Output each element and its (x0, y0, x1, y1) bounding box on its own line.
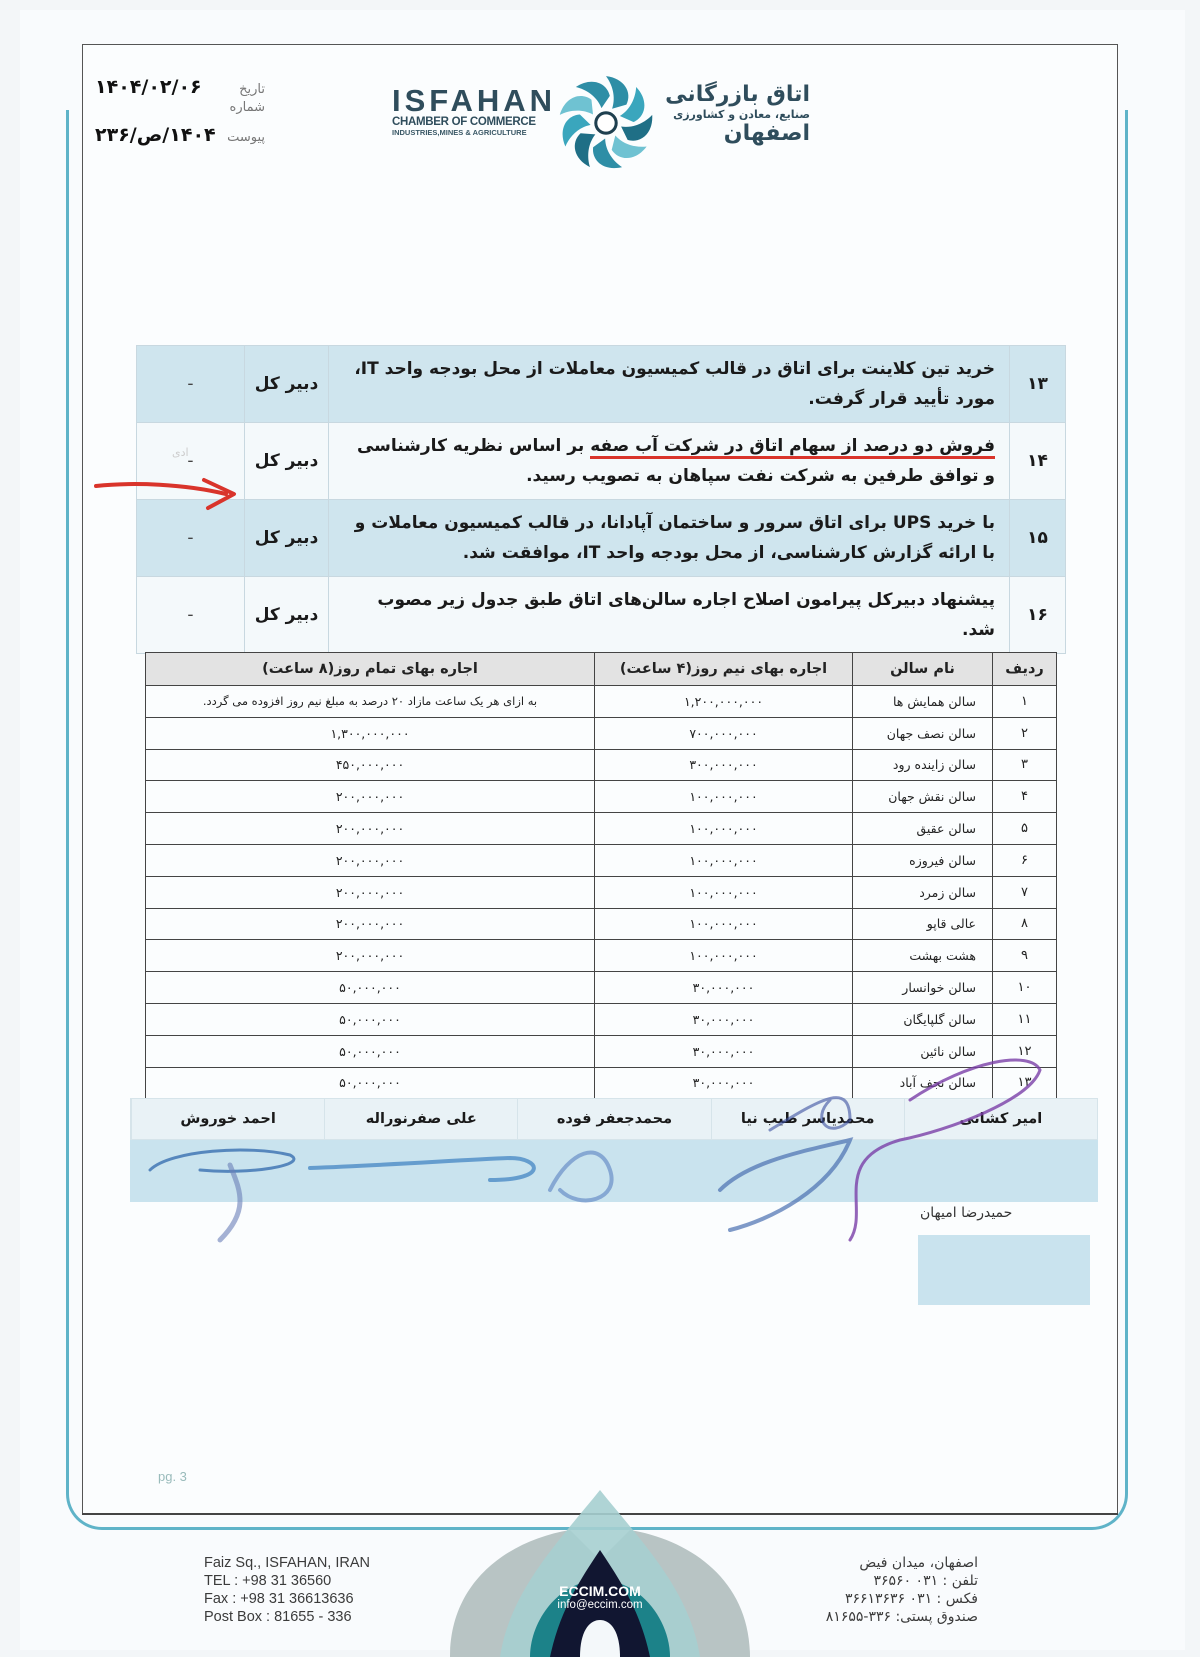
resolution-row (137, 577, 1066, 654)
resolution-deadline: - (137, 423, 245, 500)
resolution-responsible: دبیر کل (245, 423, 329, 500)
table-row (146, 908, 1057, 940)
row-number: ۱ (993, 686, 1057, 718)
table-row (146, 717, 1057, 749)
full-day-rent: ۵۰,۰۰۰,۰۰۰ (146, 1067, 595, 1099)
full-day-rent: ۵۰,۰۰۰,۰۰۰ (146, 1035, 595, 1067)
resolution-text (329, 423, 1010, 500)
hall-name: سالن فیروزه (853, 844, 993, 876)
hall-name: سالن خوانسار (853, 972, 993, 1004)
faint-stamp-mark: ادی (172, 446, 189, 459)
hall-name: عالی قاپو (853, 908, 993, 940)
logo-fa-line3: اصفهان (723, 121, 810, 146)
row-number: ۱۳ (993, 1067, 1057, 1099)
table-row (146, 1003, 1057, 1035)
hall-name: سالن نصف جهان (853, 717, 993, 749)
resolution-text: خرید تین کلاینت برای اتاق در قالب کمیسیون معاملات از محل بودجه واحد IT، مورد تأیید قرار گرفت. (329, 346, 1010, 423)
row-number: ۶ (993, 844, 1057, 876)
half-day-rent: ۳۰,۰۰۰,۰۰۰ (595, 1035, 853, 1067)
highlighted-text: فروش دو درصد از سهام اتاق در شرکت آب صفه (590, 436, 995, 459)
full-day-rent: ۲۰۰,۰۰۰,۰۰۰ (146, 781, 595, 813)
footer-web (540, 1583, 660, 1611)
hall-name: سالن عقیق (853, 813, 993, 845)
resolution-text: پیشنهاد دبیرکل پیرامون اصلاح اجاره سالن‌های اتاق طبق جدول زیر مصوب شد. (329, 577, 1010, 654)
resolution-number: ۱۵ (1010, 500, 1066, 577)
half-day-rent: ۱۰۰,۰۰۰,۰۰۰ (595, 940, 853, 972)
footer-address-fa (818, 1554, 978, 1626)
postbox-line: Post Box : 81655 - 336 (204, 1609, 352, 1625)
footer-emblem-icon (420, 1470, 780, 1657)
hall-name: هشت بهشت (853, 940, 993, 972)
half-day-rent: ۱,۲۰۰,۰۰۰,۰۰۰ (595, 686, 853, 718)
resolution-responsible: دبیر کل (245, 346, 329, 423)
hall-rental-table (145, 652, 1057, 1099)
date-value: ۱۴۰۴/۰۲/۰۶ (95, 76, 202, 98)
fax-line: فکس : ۰۳۱ ۳۶۶۱۳۶۳۶ (844, 1591, 978, 1607)
half-day-rent: ۳۰,۰۰۰,۰۰۰ (595, 1067, 853, 1099)
col-half-day-rent: اجاره بهای نیم روز(۴ ساعت) (595, 653, 853, 686)
attachment-label: پیوست (227, 130, 265, 145)
extra-signatory-name: حمیدرضا امیهان (920, 1205, 1013, 1221)
row-number: ۱۱ (993, 1003, 1057, 1035)
date-label: تاریخ (239, 82, 265, 97)
hall-name: سالن گلپایگان (853, 1003, 993, 1035)
half-day-rent: ۳۰۰,۰۰۰,۰۰۰ (595, 749, 853, 781)
number-row (95, 100, 265, 124)
fax-line: Fax : +98 31 36613636 (204, 1591, 354, 1607)
hall-name: سالن نائین (853, 1035, 993, 1067)
logo-en-title: ISFAHAN (392, 83, 557, 118)
resolution-deadline: - (137, 577, 245, 654)
phone-line: TEL : +98 31 36560 (204, 1573, 332, 1589)
half-day-rent: ۱۰۰,۰۰۰,۰۰۰ (595, 781, 853, 813)
row-number: ۷ (993, 876, 1057, 908)
full-day-rent: ۵۰,۰۰۰,۰۰۰ (146, 1003, 595, 1035)
full-day-rent: ۵۰,۰۰۰,۰۰۰ (146, 972, 595, 1004)
handwritten-signatures-icon (130, 1040, 1098, 1260)
half-day-rent: ۳۰,۰۰۰,۰۰۰ (595, 1003, 853, 1035)
half-day-rent: ۱۰۰,۰۰۰,۰۰۰ (595, 908, 853, 940)
signatory-name: محمدیاسر طیب نیا (711, 1099, 904, 1139)
attachment-row (95, 124, 265, 148)
col-row-number: ردیف (993, 653, 1057, 686)
pinwheel-logo-icon (555, 72, 657, 174)
row-number: ۴ (993, 781, 1057, 813)
half-day-rent: ۱۰۰,۰۰۰,۰۰۰ (595, 844, 853, 876)
resolution-deadline: - (137, 346, 245, 423)
hall-name: سالن زاینده رود (853, 749, 993, 781)
table-row (146, 876, 1057, 908)
phone-line: تلفن : ۰۳۱ ۳۶۵۶۰ (873, 1573, 978, 1589)
hall-name: سالن زمرد (853, 876, 993, 908)
hall-name: سالن نقش جهان (853, 781, 993, 813)
signatory-name: احمد خوروش (131, 1099, 324, 1139)
table-row (146, 749, 1057, 781)
row-number: ۳ (993, 749, 1057, 781)
chamber-logo (392, 72, 812, 177)
postbox-line: صندوق پستی: ۳۳۶-۸۱۶۵۵ (825, 1609, 978, 1625)
full-day-rent: ۲۰۰,۰۰۰,۰۰۰ (146, 813, 595, 845)
number-label: شماره (229, 100, 265, 115)
table-row (146, 781, 1057, 813)
row-number: ۵ (993, 813, 1057, 845)
full-day-rent: ۲۰۰,۰۰۰,۰۰۰ (146, 908, 595, 940)
full-day-rent: ۲۰۰,۰۰۰,۰۰۰ (146, 844, 595, 876)
letter-meta (95, 76, 265, 148)
page-number: pg. 3 (158, 1469, 187, 1484)
table-row (146, 813, 1057, 845)
col-full-day-rent: اجاره بهای تمام روز(۸ ساعت) (146, 653, 595, 686)
resolution-number: ۱۴ (1010, 423, 1066, 500)
resolutions-table (136, 345, 1066, 654)
hall-name: سالن نجف آباد (853, 1067, 993, 1099)
hall-table-header (146, 653, 1057, 686)
full-day-rent: ۴۵۰,۰۰۰,۰۰۰ (146, 749, 595, 781)
row-number: ۱۲ (993, 1035, 1057, 1067)
resolution-row (137, 346, 1066, 423)
resolution-row (137, 423, 1066, 500)
resolution-responsible: دبیر کل (245, 500, 329, 577)
resolution-text-rest: بر اساس نظریه کارشناسی و توافق طرفین به شرکت نفت سپاهان به تصویب رسید. (356, 436, 995, 486)
table-row (146, 940, 1057, 972)
hall-name: سالن همایش ها (853, 686, 993, 718)
address-line: Faiz Sq., ISFAHAN, IRAN (204, 1555, 370, 1571)
logo-fa-line1: اتاق بازرگانی (665, 82, 810, 107)
logo-en-tagline: INDUSTRIES,MINES & AGRICULTURE (392, 128, 527, 137)
attachment-value: ۱۴۰۴/ص/۲۳۶ (95, 124, 216, 146)
resolution-responsible: دبیر کل (245, 577, 329, 654)
logo-fa-line2: صنایع، معادن و کشاورزی (673, 108, 810, 121)
full-day-rent: ۱,۳۰۰,۰۰۰,۰۰۰ (146, 717, 595, 749)
full-day-rent-note: به ازای هر یک ساعت مازاد ۲۰ درصد به مبلغ نیم روز افزوده می گردد. (146, 686, 595, 718)
resolution-text: با خرید UPS برای اتاق سرور و ساختمان آپادانا، در قالب کمیسیون معاملات و با ارائه گزارش کارشناسی، از محل بودجه واحد IT، موافقت شد. (329, 500, 1010, 577)
row-number: ۱۰ (993, 972, 1057, 1004)
website-link[interactable]: ECCIM.COM (559, 1583, 641, 1599)
signatory-name: علی صفرنوراله (324, 1099, 517, 1139)
table-row (146, 844, 1057, 876)
resolution-row (137, 500, 1066, 577)
row-number: ۹ (993, 940, 1057, 972)
resolution-number: ۱۶ (1010, 577, 1066, 654)
half-day-rent: ۱۰۰,۰۰۰,۰۰۰ (595, 813, 853, 845)
half-day-rent: ۷۰۰,۰۰۰,۰۰۰ (595, 717, 853, 749)
half-day-rent: ۱۰۰,۰۰۰,۰۰۰ (595, 876, 853, 908)
half-day-rent: ۳۰,۰۰۰,۰۰۰ (595, 972, 853, 1004)
logo-english (392, 83, 557, 137)
logo-persian (660, 82, 810, 146)
red-arrow-annotation-icon (94, 474, 244, 514)
col-hall-name: نام سالن (853, 653, 993, 686)
signatory-name: امیر کشانی (904, 1099, 1097, 1139)
footer-address-en (204, 1554, 370, 1626)
resolution-number: ۱۳ (1010, 346, 1066, 423)
table-row (146, 972, 1057, 1004)
table-row (146, 686, 1057, 718)
full-day-rent: ۲۰۰,۰۰۰,۰۰۰ (146, 876, 595, 908)
logo-en-subtitle: CHAMBER OF COMMERCE (392, 116, 536, 128)
full-day-rent: ۲۰۰,۰۰۰,۰۰۰ (146, 940, 595, 972)
resolution-deadline: - (137, 500, 245, 577)
row-number: ۲ (993, 717, 1057, 749)
address-line: اصفهان، میدان فیض (859, 1555, 978, 1571)
date-row (95, 76, 265, 100)
email-link[interactable]: info@eccim.com (557, 1599, 643, 1611)
signatory-name: محمدجعفر فوده (517, 1099, 710, 1139)
row-number: ۸ (993, 908, 1057, 940)
